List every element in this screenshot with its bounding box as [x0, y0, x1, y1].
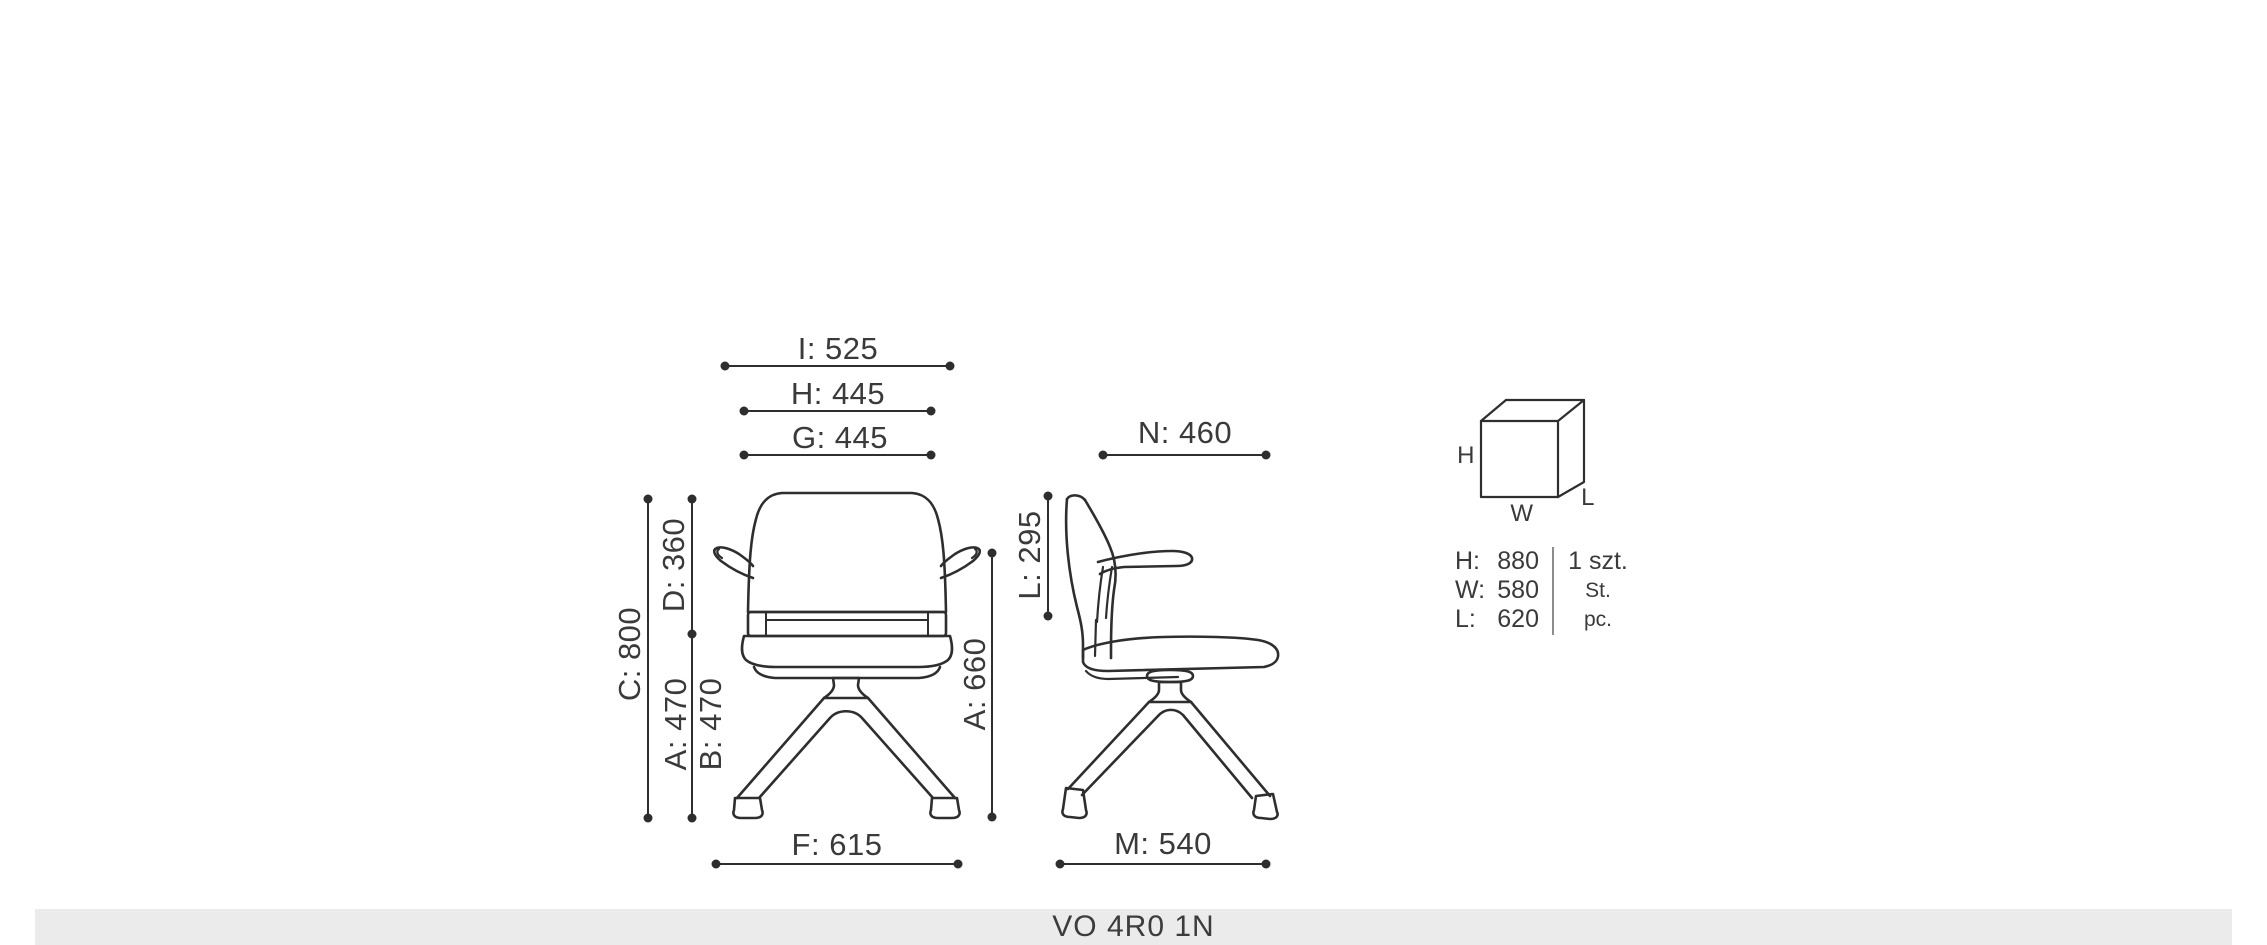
- packaging-row-l: [1455, 605, 1539, 634]
- side-foot-left: [1062, 788, 1086, 818]
- packaging-row-w: [1455, 576, 1539, 605]
- front-leg-right: [868, 698, 955, 798]
- front-leg-left: [737, 698, 824, 798]
- packaging-dimensions: [1455, 547, 1539, 634]
- cube-label-l: L: [1581, 484, 1595, 511]
- dim-label-n: N: 460: [1137, 415, 1233, 450]
- front-column: [824, 678, 868, 698]
- side-swivel-disc: [1147, 670, 1193, 682]
- dim-label-l: L: 295: [1012, 510, 1047, 600]
- front-leg-arch: [759, 711, 933, 798]
- dim-label-m: M: 540: [1114, 826, 1212, 861]
- packaging-dim-label: L:: [1455, 605, 1476, 633]
- side-backrest-front-edge: [1066, 499, 1083, 658]
- cube-label-h: H: [1457, 442, 1475, 469]
- side-column: [1149, 682, 1191, 702]
- packaging-row-h: [1455, 547, 1539, 576]
- dim-label-h: H: 445: [790, 376, 886, 411]
- dim-label-f: F: 615: [791, 827, 883, 862]
- front-seat: [742, 636, 952, 667]
- front-seat-lip: [754, 667, 940, 678]
- packaging-quantity: [1564, 547, 1632, 634]
- side-foot-right: [1253, 794, 1277, 819]
- footer-bar: [35, 909, 2232, 945]
- dim-label-c: C: 800: [612, 606, 647, 702]
- packaging-dim-label: H:: [1455, 547, 1480, 575]
- product-code: VO 4R0 1N: [1052, 910, 1215, 943]
- packaging-dim-value: 880: [1497, 547, 1539, 575]
- packaging-dim-label: W:: [1455, 576, 1486, 604]
- dim-label-d: D: 360: [656, 517, 691, 613]
- side-backrest-bracket: [1095, 620, 1096, 656]
- quantity-label: 1 szt.: [1568, 547, 1628, 575]
- quantity-pc-label: pc.: [1583, 608, 1612, 631]
- side-leg-arch: [1082, 710, 1252, 798]
- front-backrest: [748, 493, 946, 612]
- dim-label-b: B: 470: [693, 677, 728, 771]
- front-armrest-right: [941, 547, 980, 578]
- front-rail: [748, 612, 946, 636]
- cube-label-w: W: [1510, 500, 1534, 527]
- packaging-box-icon: [1481, 400, 1584, 497]
- cube-top-face: [1481, 400, 1584, 421]
- packaging-dim-value: 580: [1497, 576, 1539, 604]
- dim-line-N: [1099, 451, 1271, 460]
- side-backrest-top: [1067, 495, 1085, 500]
- side-leg-left: [1068, 702, 1149, 789]
- front-armrest-left: [714, 547, 753, 578]
- dim-label-i: I: 525: [797, 331, 879, 366]
- side-seat-pan: [1086, 671, 1178, 679]
- dim-label-g: G: 445: [791, 420, 889, 455]
- packaging-dim-value: 620: [1497, 605, 1539, 633]
- front-view-drawing: [714, 493, 980, 818]
- cube-front-face: [1481, 421, 1558, 497]
- quantity-st-label: St.: [1585, 579, 1611, 602]
- dim-label-a: A: 470: [658, 677, 693, 771]
- side-view-drawing: [1062, 495, 1278, 819]
- cube-right-face: [1558, 400, 1584, 497]
- packaging-divider: [1552, 547, 1554, 635]
- front-foot-right: [930, 798, 959, 818]
- front-foot-left: [733, 798, 762, 818]
- side-leg-right: [1191, 702, 1270, 796]
- dim-label-a660: A: 660: [957, 637, 992, 731]
